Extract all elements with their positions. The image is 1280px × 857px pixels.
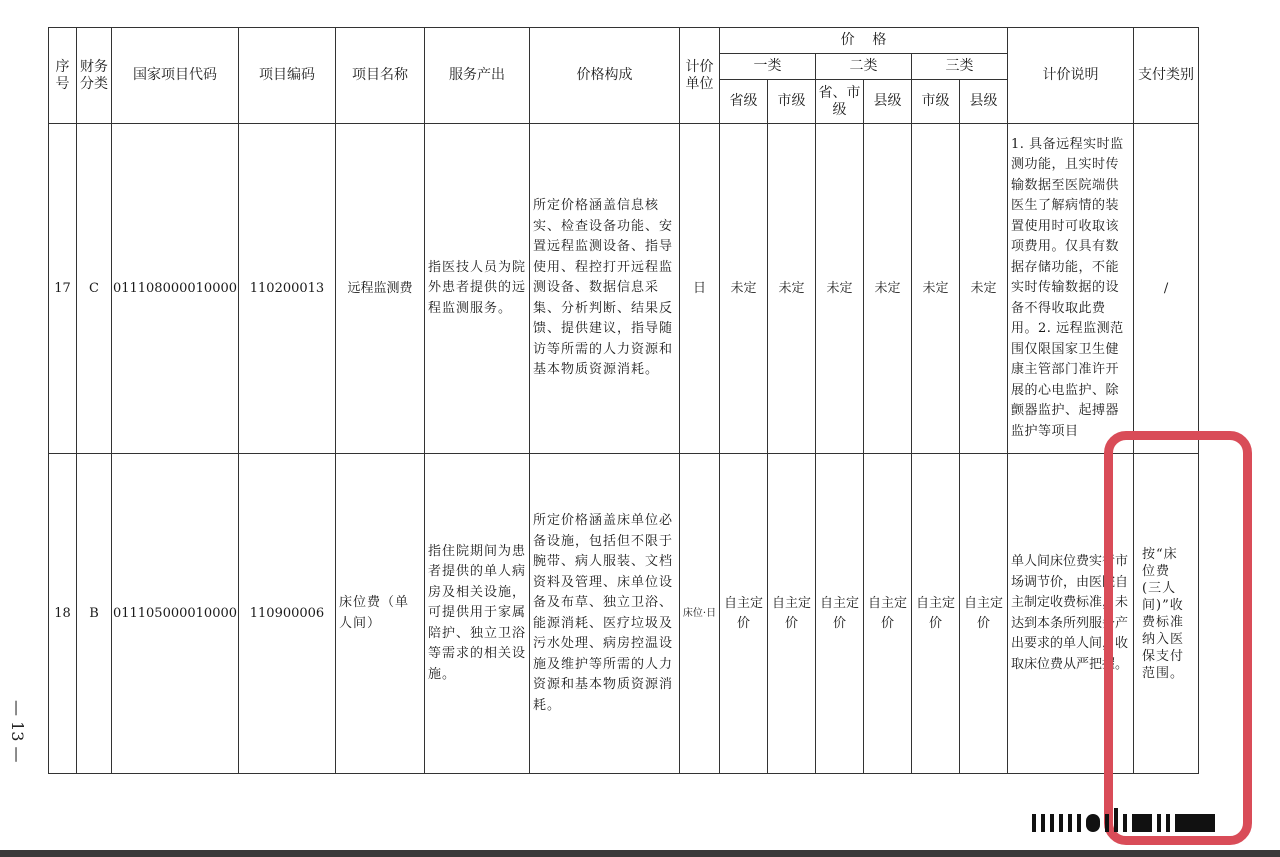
highlight-annotation [1104, 431, 1252, 845]
row18-price-5: 自主定价 [912, 454, 960, 774]
header-class-2: 二类 [816, 54, 912, 80]
price-table [48, 27, 1199, 774]
row18-unit: 床位·日 [680, 454, 720, 774]
row18-payment-type: 按“床位费(三人间)”收费标准纳入医保支付范围。 [1134, 454, 1199, 774]
row18-pricing-note: 单人间床位费实行市场调节价，由医院自主制定收费标准，未达到本条所列服务产出要求的单人间，收取床位费从严把握。 [1008, 454, 1134, 774]
row17-price-composition: 所定价格涵盖信息核实、检查设备功能、安置远程监测设备、指导使用、程控打开远程监测设备、数据信息采集、分析判断、结果反馈、提供建议，指导随访等所需的人力资源和基本物质资源消耗。 [530, 124, 680, 454]
header-item-name: 项目名称 [336, 28, 425, 124]
row17-payment-type: / [1134, 124, 1199, 454]
header-class2-province-city: 省、市级 [816, 80, 864, 124]
table-row [49, 454, 1199, 774]
header-row-1 [49, 28, 1199, 54]
page-number: — 13 — [8, 700, 27, 763]
row18-price-4: 自主定价 [864, 454, 912, 774]
header-unit: 计价单位 [680, 28, 720, 124]
header-class1-province: 省级 [720, 80, 768, 124]
row18-item-code: 110900006 [239, 454, 336, 774]
row18-price-1: 自主定价 [720, 454, 768, 774]
header-class2-county: 县级 [864, 80, 912, 124]
row17-pricing-note: 1. 具备远程实时监测功能，且实时传输数据至医院端供医生了解病情的装置使用时可收取该项费用。仅具有数据存储功能，不能实时传输数据的设备不得收取此费用。2. 远程监测范围仅限国家卫生健康主管部门准许开展的心电监护、除颤器监护、起搏器监护等项目 [1008, 124, 1134, 454]
header-class-1: 一类 [720, 54, 816, 80]
row18-price-3: 自主定价 [816, 454, 864, 774]
bottom-edge [0, 850, 1280, 857]
row18-national-code: 011105000010000 [112, 454, 239, 774]
header-pricing-note: 计价说明 [1008, 28, 1134, 124]
header-class-3: 三类 [912, 54, 1008, 80]
header-seq: 序号 [49, 28, 77, 124]
row18-price-6: 自主定价 [960, 454, 1008, 774]
row17-price-5: 未定 [912, 124, 960, 454]
header-category: 财务分类 [77, 28, 112, 124]
row17-national-code: 011108000010000 [112, 124, 239, 454]
row17-item-name: 远程监测费 [336, 124, 425, 454]
header-price-composition: 价格构成 [530, 28, 680, 124]
row18-price-composition: 所定价格涵盖床单位必备设施，包括但不限于腕带、病人服装、文档资料及管理、床单位设备及布草、独立卫浴、能源消耗、医疗垃圾及污水处理、病房控温设施及维护等所需的人力资源和基本物质资源消耗。 [530, 454, 680, 774]
row17-category: C [77, 124, 112, 454]
row17-price-1: 未定 [720, 124, 768, 454]
header-class3-county: 县级 [960, 80, 1008, 124]
row17-unit: 日 [680, 124, 720, 454]
watermark-logo [1032, 808, 1215, 832]
header-national-code: 国家项目代码 [112, 28, 239, 124]
header-class3-city: 市级 [912, 80, 960, 124]
header-class1-city: 市级 [768, 80, 816, 124]
row18-category: B [77, 454, 112, 774]
row17-item-code: 110200013 [239, 124, 336, 454]
row18-seq: 18 [49, 454, 77, 774]
row17-price-4: 未定 [864, 124, 912, 454]
row18-price-2: 自主定价 [768, 454, 816, 774]
row18-service-output: 指住院期间为患者提供的单人病房及相关设施，可提供用于家属陪护、独立卫浴等需求的相关设施。 [425, 454, 530, 774]
header-price: 价 格 [720, 28, 1008, 54]
header-service-output: 服务产出 [425, 28, 530, 124]
row18-item-name: 床位费（单人间） [336, 454, 425, 774]
header-item-code: 项目编码 [239, 28, 336, 124]
row17-price-2: 未定 [768, 124, 816, 454]
row17-price-6: 未定 [960, 124, 1008, 454]
table-row [49, 124, 1199, 454]
row17-service-output: 指医技人员为院外患者提供的远程监测服务。 [425, 124, 530, 454]
row17-price-3: 未定 [816, 124, 864, 454]
header-payment-type: 支付类别 [1134, 28, 1199, 124]
row17-seq: 17 [49, 124, 77, 454]
